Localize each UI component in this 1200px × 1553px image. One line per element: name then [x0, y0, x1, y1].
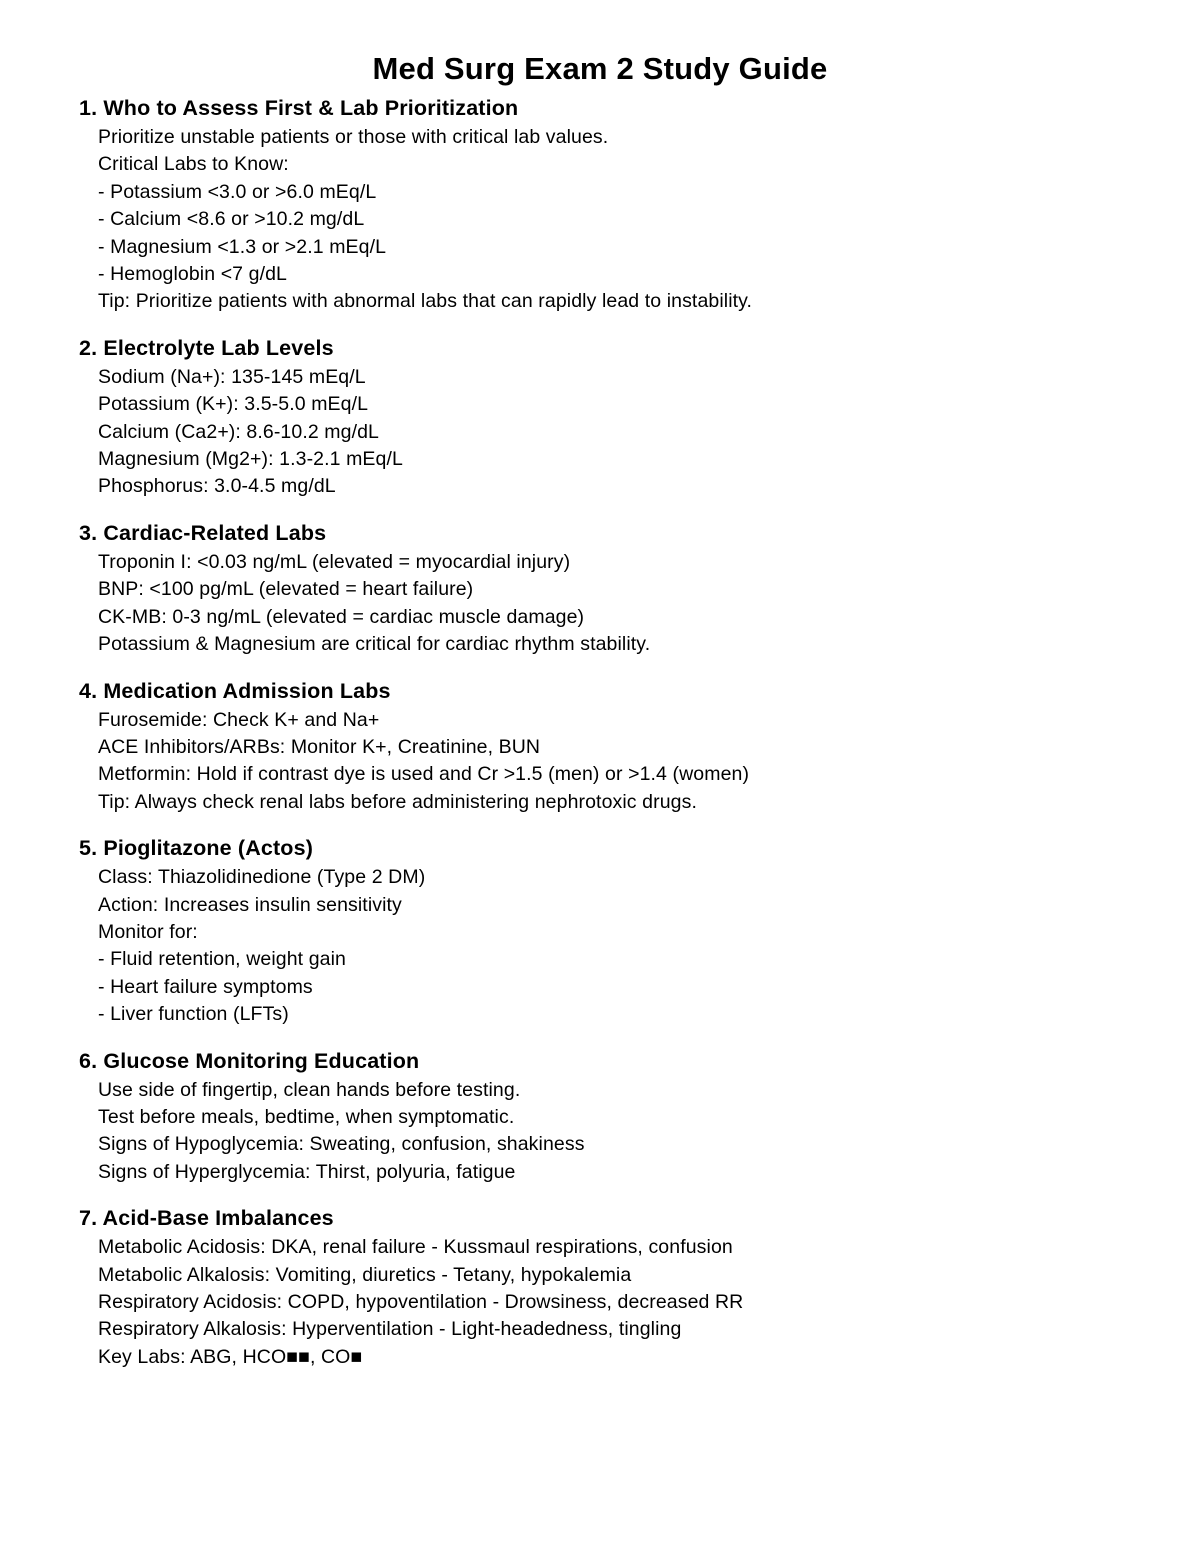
section-body	[98, 1077, 1200, 1187]
section-body	[98, 364, 1200, 501]
text-line: - Hemoglobin <7 g/dL	[98, 263, 287, 286]
text-line: Tip: Prioritize patients with abnormal labs that can rapidly lead to instability.	[98, 290, 753, 313]
text-line: Action: Increases insulin sensitivity	[98, 893, 402, 916]
section-heading: 1. Who to Assess First & Lab Prioritization	[79, 96, 519, 120]
sections-container	[0, 92, 1200, 1387]
section-body	[98, 864, 1200, 1028]
text-line: ACE Inhibitors/ARBs: Monitor K+, Creatinine, BUN	[98, 735, 541, 758]
text-line: Magnesium (Mg2+): 1.3-2.1 mEq/L	[98, 448, 403, 471]
text-line: BNP: <100 pg/mL (elevated = heart failure)	[98, 578, 474, 601]
text-line: Calcium (Ca2+): 8.6-10.2 mg/dL	[98, 420, 379, 443]
text-line: Critical Labs to Know:	[98, 153, 289, 176]
section-heading: 4. Medication Admission Labs	[79, 678, 391, 703]
text-line: Furosemide: Check K+ and Na+	[98, 708, 380, 731]
text-line: Metformin: Hold if contrast dye is used and Cr >1.5 (men) or >1.4 (women)	[98, 763, 750, 786]
text-line: Respiratory Acidosis: COPD, hypoventilation - Drowsiness, decreased RR	[98, 1291, 744, 1313]
text-line: Tip: Always check renal labs before administering nephrotoxic drugs.	[98, 790, 697, 813]
page-title: Med Surg Exam 2 Study Guide	[372, 51, 828, 86]
section	[79, 1045, 1200, 1187]
section-heading: 2. Electrolyte Lab Levels	[79, 335, 334, 360]
text-line: Metabolic Alkalosis: Vomiting, diuretics - Tetany, hypokalemia	[98, 1263, 632, 1286]
text-line: Class: Thiazolidinedione (Type 2 DM)	[98, 866, 426, 889]
text-line: Troponin I: <0.03 ng/mL (elevated = myocardial injury)	[98, 550, 571, 573]
text-line: Phosphorus: 3.0-4.5 mg/dL	[98, 475, 336, 498]
section-heading: 5. Pioglitazone (Actos)	[79, 836, 313, 861]
text-line: Signs of Hypoglycemia: Sweating, confusion, shakiness	[98, 1133, 585, 1156]
section	[79, 92, 1200, 316]
section	[79, 332, 1200, 501]
text-line: Potassium & Magnesium are critical for cardiac rhythm stability.	[98, 633, 651, 656]
text-line: - Potassium <3.0 or >6.0 mEq/L	[98, 180, 377, 203]
section-heading: 3. Cardiac-Related Labs	[79, 520, 327, 545]
section-heading: 7. Acid-Base Imbalances	[79, 1206, 334, 1231]
text-line: Monitor for:	[98, 920, 198, 943]
text-line: - Magnesium <1.3 or >2.1 mEq/L	[98, 235, 387, 258]
section	[79, 1202, 1200, 1371]
section	[79, 517, 1200, 659]
text-line: Use side of fingertip, clean hands before testing.	[98, 1078, 521, 1101]
text-line: - Calcium <8.6 or >10.2 mg/dL	[98, 208, 365, 231]
text-line: - Heart failure symptoms	[98, 975, 313, 998]
text-line: Prioritize unstable patients or those with critical lab values.	[98, 126, 609, 148]
text-line: Metabolic Acidosis: DKA, renal failure - Kussmaul respirations, confusion	[98, 1236, 733, 1259]
section-body	[98, 707, 1200, 817]
section	[79, 832, 1200, 1028]
text-line: CK-MB: 0-3 ng/mL (elevated = cardiac muscle damage)	[98, 605, 585, 628]
text-line: Test before meals, bedtime, when symptomatic.	[98, 1105, 515, 1128]
section	[79, 675, 1200, 817]
text-line: Respiratory Alkalosis: Hyperventilation - Light-headedness, tingling	[98, 1318, 682, 1341]
section-heading: 6. Glucose Monitoring Education	[79, 1048, 420, 1073]
text-line: - Liver function (LFTs)	[98, 1003, 289, 1026]
text-line: Potassium (K+): 3.5-5.0 mEq/L	[98, 393, 369, 416]
section-body	[98, 1234, 1200, 1371]
text-line: Signs of Hyperglycemia: Thirst, polyuria, fatigue	[98, 1160, 516, 1183]
section-body	[98, 549, 1200, 659]
section-body	[98, 124, 1200, 316]
text-line: Key Labs: ABG, HCO■■, CO■	[98, 1345, 363, 1368]
text-line: - Fluid retention, weight gain	[98, 948, 346, 971]
text-line: Sodium (Na+): 135-145 mEq/L	[98, 365, 366, 388]
